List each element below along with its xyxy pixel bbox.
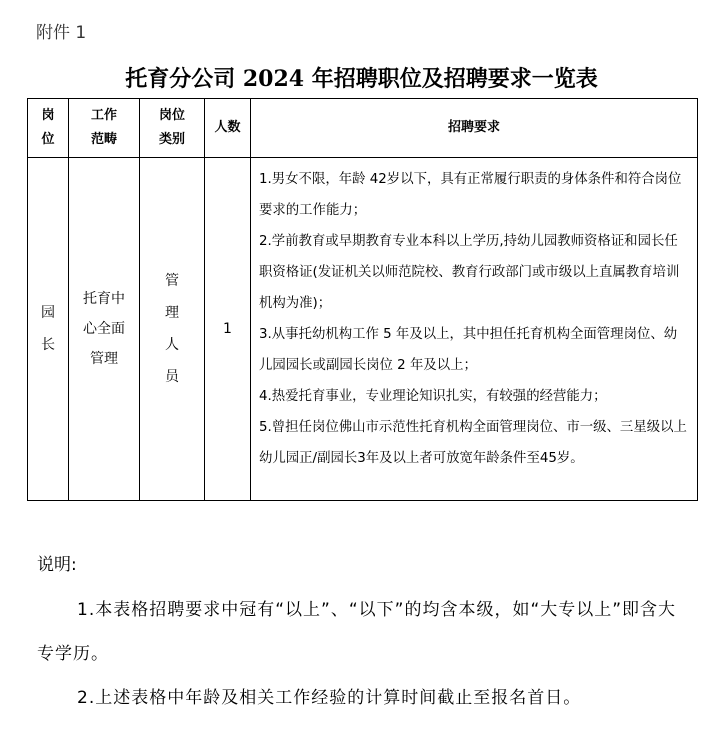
note-item: 1.本表格招聘要求中冠有“以上”、“以下”的均含本级，如“大专以上”即含大专学历。 <box>37 600 677 664</box>
cell-requirements <box>251 158 698 501</box>
note-item: 2.上述表格中年龄及相关工作经验的计算时间截止至报名首日。 <box>77 688 582 708</box>
header-category <box>140 99 205 158</box>
cell-post <box>28 158 69 501</box>
header-post-line: 位 <box>41 132 55 147</box>
header-post-line: 岗 <box>41 108 55 123</box>
cell-count: 1 <box>205 158 251 501</box>
table-header-row <box>28 99 698 158</box>
attachment-label: 附件 1 <box>36 23 87 43</box>
cell-post-char: 园 <box>41 305 55 321</box>
cell-category-char: 员 <box>165 369 179 385</box>
header-scope-line: 工作 <box>90 108 117 123</box>
header-requirements: 招聘要求 <box>251 99 698 158</box>
cell-scope-line: 托育中 <box>83 291 125 307</box>
header-scope <box>69 99 140 158</box>
cell-category-char: 人 <box>165 337 179 353</box>
cell-post-char: 长 <box>41 337 55 353</box>
requirement-item: 3.从事托幼机构工作 5 年及以上，其中担任托育机构全面管理岗位、幼儿园园长或副园长岗位 2 年及以上； <box>259 327 678 373</box>
recruitment-table <box>27 98 698 501</box>
cell-category-char: 管 <box>165 273 179 289</box>
notes-title: 说明: <box>37 555 77 575</box>
header-count: 人数 <box>205 99 251 158</box>
cell-scope-line: 心全面 <box>83 321 125 337</box>
requirement-item: 2.学前教育或早期教育专业本科以上学历,持幼儿园教师资格证和园长任职资格证(发证机关以师范院校、教育行政部门或市级以上直属教育培训机构为准)； <box>259 234 680 311</box>
requirement-item: 5.曾担任岗位佛山市示范性托育机构全面管理岗位、市一级、三星级以上幼儿园正/副园长3年及以上者可放宽年龄条件至45岁。 <box>259 420 687 466</box>
header-scope-line: 范畴 <box>90 132 117 147</box>
requirement-item: 4.热爱托育事业，专业理论知识扎实，有较强的经营能力； <box>259 389 607 404</box>
cell-scope-line: 管理 <box>90 351 118 367</box>
cell-scope <box>69 158 140 501</box>
document-title: 托育分公司 2024 年招聘职位及招聘要求一览表 <box>125 66 598 92</box>
cell-category-char: 理 <box>165 305 179 321</box>
cell-category <box>140 158 205 501</box>
header-post <box>28 99 69 158</box>
table-row <box>28 158 698 501</box>
header-category-line: 类别 <box>158 132 185 147</box>
header-category-line: 岗位 <box>158 108 185 123</box>
requirement-item: 1.男女不限，年龄 42岁以下，具有正常履行职责的身体条件和符合岗位要求的工作能力； <box>259 172 682 218</box>
